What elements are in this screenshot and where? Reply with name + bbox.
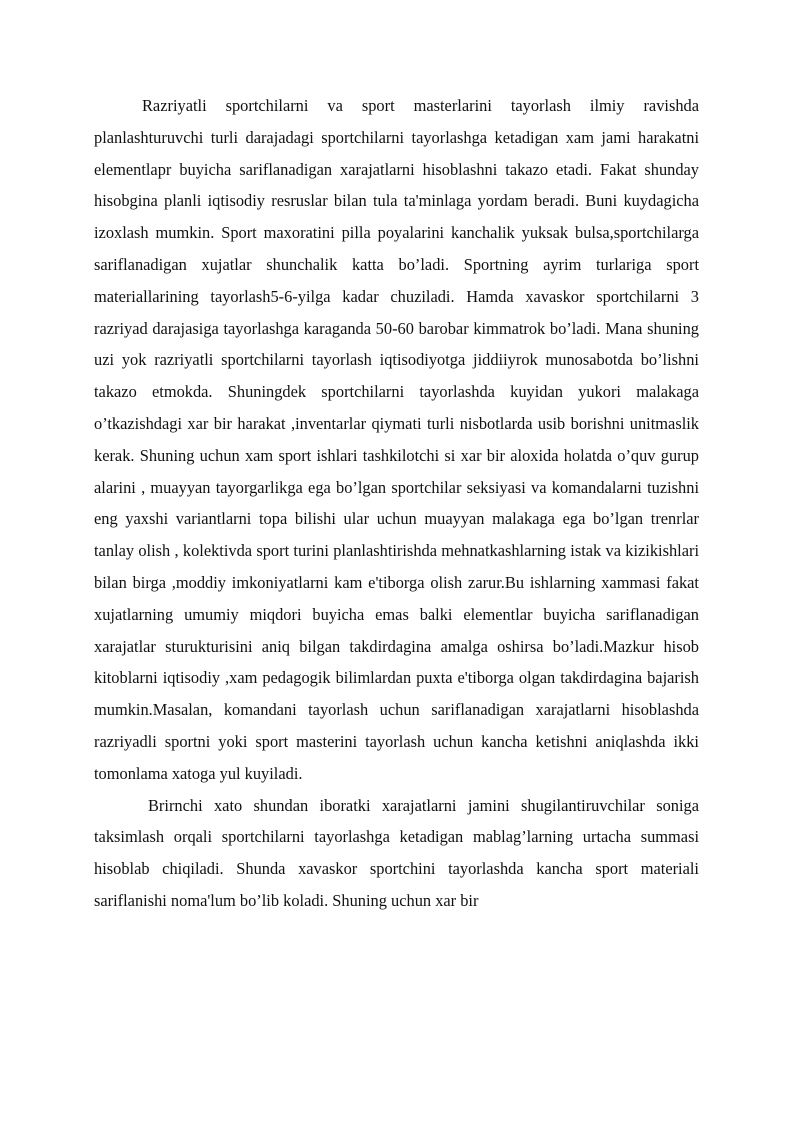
paragraph-2: Brirnchi xato shundan iboratki xarajatlarni jamini shugilantiruvchilar soniga taksimlash orqali sportchilarni tayorlashga ketadigan mablag’larning urtacha summasi hisoblab chiqiladi. Shunda xavaskor sportchini tayorlashda kancha sport materiali sariflanishi noma'lum bo’lib koladi. Shuning uchun xar bir [94, 795, 699, 910]
document-body [94, 90, 699, 917]
paragraph-1: Razriyatli sportchilarni va sport masterlarini tayorlash ilmiy ravishda planlashturuvchi turli darajadagi sportchilarni tayorlashga ketadigan xam jami harakatni elementlapr buyicha sariflanadigan xarajatlarni hisoblashni takazo etadi. Fakat shunday hisobgina planli iqtisodiy resruslar bilan tula ta'minlaga yordam beradi. Buni kuydagicha izoxlash mumkin. Sport maxoratini pilla poyalarini kanchalik yuksak bulsa,sportchilarga sariflanadigan xujatlar shunchalik katta bo’ladi. Sportning ayrim turlariga sport materiallarining tayorlash5-6-yilga kadar chuziladi. Hamda xavaskor sportchilarni 3 razriyad darajasiga tayorlashga karaganda 50-60 barobar kimmatrok bo’ladi. Mana shuning uzi yok razriyatli sportchilarni tayorlash iqtisodiyotga jiddiiyrok munosabotda bo’lishni takazo etmokda. Shuningdek sportchilarni tayorlashda kuyidan yukori malakaga o’tkazishdagi xar bir harakat ,inventarlar qiymati turli nisbotlarda usib borishni unitmaslik kerak. Shuning uchun xam sport ishlari tashkilotchi si xar bir aloxida holatda o’quv gurup alarini , muayyan tayorgarlikga ega bo’lgan sportchilar seksiyasi va komandalarni tuzishni eng yaxshi variantlarni topa bilishi ular uchun muayyan malakaga ega bo’lgan trenrlar tanlay olish , kolektivda sport turini planlashtirishda mehnatkashlarning istak va kizikishlari bilan birga ,moddiy imkoniyatlarni kam e'tiborga olish zarur.Bu ishlarning xammasi fakat xujatlarning umumiy miqdori buyicha emas balki elementlar buyicha sariflanadigan xarajatlar sturukturisini aniq bilgan takdirdagina amalga oshirsa bo’ladi.Mazkur hisob kitoblarni iqtisodiy ,xam pedagogik bilimlardan puxta e'tiborga olgan takdirdagina bajarish mumkin.Masalan, komandani tayorlash uchun sariflanadigan xarajatlarni hisoblashda razriyadli sportni yoki sport masterini tayorlash uchun kancha ketishni aniqlashda ikki tomonlama xatoga yul kuyiladi. [94, 96, 699, 783]
